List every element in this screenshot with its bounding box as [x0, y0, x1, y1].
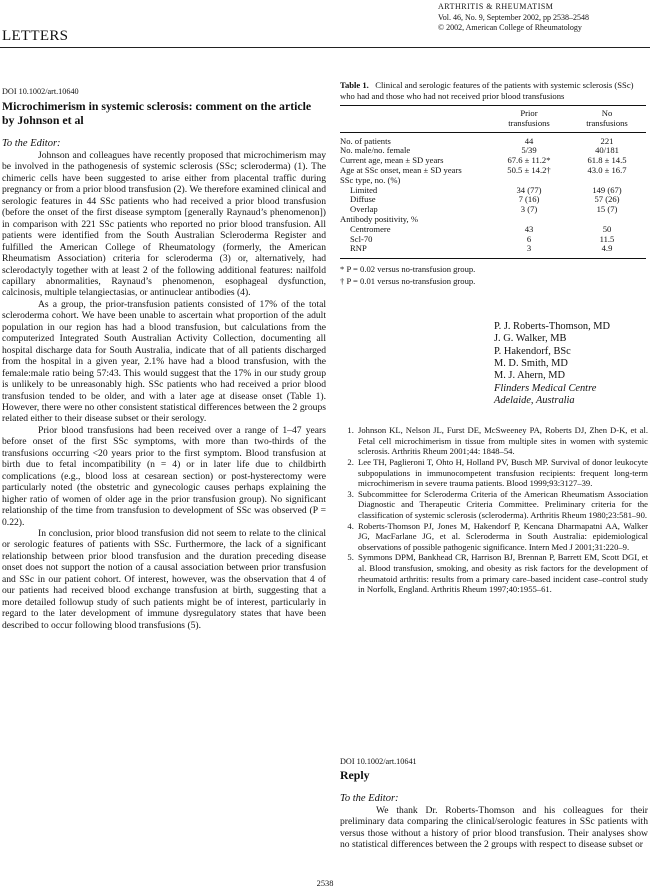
table-row-label: Scl-70	[350, 233, 373, 244]
table-notes	[340, 263, 648, 287]
header-rule	[0, 47, 650, 48]
author-name: P. J. Roberts-Thomson, MD	[494, 321, 611, 333]
reference-list	[340, 425, 648, 595]
table-cell-prior: 7 (16)	[518, 194, 540, 205]
letter-paragraph: Johnson and colleagues have recently proposed that microchimerism may be involved in the pathogenesis of systemic sclerosis (SSc; scleroderma) (1). The chimeric cells have been suggested to arise either from placental traffic during pregnancy or from a prior blood transfusion (2). We therefore examined clinical and serologic features in 44 SSc patients who had received a prior blood transfusion (before the onset of the first disease symptom [generally Raynaud’s phenomenon]) in comparison with 221 SSc patients who reported no prior blood transfusion. All patients were identified from the South Australian Scleroderma Register and fulfilled the American College of Rheumatology (formerly, the American Rheumatism Association) criteria for scleroderma (3) or, alternatively, had sclerodactyly together with at least 2 of the following additional features: nailfold capillary abnormalities, Raynaud’s phenomenon, esophageal dysfunction, calcinosis, multiple telangiectasias, or antinuclear antibodies (4).	[2, 150, 326, 299]
reference-item: 1. Johnson KL, Nelson JL, Furst DE, McSweeney PA, Roberts DJ, Zhen D-K, et al. Fetal cell microchimerism in tissue from multiple sites in women with systemic sclerosis. Arthritis Rheum 2001;44: 1848–54.	[356, 425, 648, 457]
letter-paragraph: As a group, the prior-transfusion patients consisted of 17% of the total scleroderma cohort. We have been unable to ascertain what proportion of the adult population in our region has had a blood transfusion, but calculations from the computerized Integrated South Australian Activity Collection, documenting all hospital discharge data for South Australia, indicate that of all patients discharged from the hospital in a given year, 2.1% have had a blood transfusion, with the female:male ratio being 57:43. This would suggest that the 17% in our study group is unlikely to be unreasonably high. SSc patients who had received a prior blood transfusion tended to be older, and with a later age at disease onset (Table 1). However, there were no other consistent statistical differences between the 2 groups related either to their disease subset or their serology.	[2, 298, 326, 425]
table-caption	[340, 80, 648, 102]
journal-header	[438, 2, 589, 34]
reference-item: 3. Subcommittee for Scleroderma Criteria of the American Rheumatism Association Diagnostic and Therapeutic Criteria Committee. Preliminary criteria for the classification of systemic sclerosis (scleroderma). Arthritis Rheum 1980;23:581–90.	[356, 489, 648, 521]
table-note: † P = 0.01 versus no-transfusion group.	[340, 276, 476, 287]
letter-paragraph: Prior blood transfusions had been received over a range of 1–47 years before onset of the first SSc symptoms, with more than two-thirds of the transfusions occurring <20 years prior to the first symptom. Blood transfusion at birth due to fetal incompatibility (n = 4) or in later life due to childbirth complications (e.g., blood loss at cesarean section) or post-hysterectomy were particularly noted (the obstetric and gynecologic causes perhaps explaining the higher ratio of women of older age in the prior transfusion group). No significant relationship of the time from transfusion to development of SSc was observed (P = 0.22).	[2, 424, 326, 528]
reply-block	[340, 756, 648, 851]
table-cell-prior: 34 (77)	[516, 184, 542, 195]
table-cell-prior: 43	[524, 223, 534, 234]
table-header-prior	[490, 106, 568, 133]
table-cell-prior: 3 (7)	[520, 204, 538, 215]
table-cell-none: 149 (67)	[592, 184, 622, 195]
table-cell-none: 15 (7)	[596, 204, 618, 215]
table-row-label: Antibody positivity, %	[340, 213, 418, 224]
letter-column	[2, 86, 326, 631]
letter-body	[2, 150, 326, 631]
table-row-label: Limited	[350, 184, 378, 195]
right-column	[340, 80, 648, 595]
table-cell-prior: 50.5 ± 14.2†	[507, 164, 551, 175]
table-header-none	[568, 106, 646, 133]
affiliation-line: Flinders Medical Centre	[494, 382, 597, 394]
reply-doi: DOI 10.1002/art.10641	[340, 757, 417, 766]
letter-salutation: To the Editor:	[2, 138, 61, 149]
table-cell-prior: 5/39	[521, 145, 537, 156]
table-row-label: No. of patients	[340, 135, 391, 146]
table-row-label: Age at SSc onset, mean ± SD years	[340, 164, 462, 175]
table-header-prior-line1: Prior	[520, 108, 538, 118]
table-row-label: Current age, mean ± SD years	[340, 155, 444, 166]
table-cell-none: 61.8 ± 14.5	[587, 155, 627, 166]
table-note: * P = 0.02 versus no-transfusion group.	[340, 264, 476, 275]
table-cell-none: 221	[600, 135, 614, 146]
reply-paragraph: We thank Dr. Roberts-Thomson and his colleagues for their preliminary data comparing the clinical/serologic features in SSc patients with versus those without a history of prior blood transfusion. Their analyses show no statistical differences between the 2 groups with respect to disease subset or	[340, 805, 648, 851]
reference-item: 2. Lee TH, Paglieroni T, Ohto H, Holland PV, Busch MP. Survival of donor leukocyte subpopulations in immunocompetent transfusion recipients: frequent long-term microchimerism in severe trauma patients. Blood 1999;93:3127–39.	[356, 457, 648, 489]
journal-name: ARTHRITIS & RHEUMATISM	[438, 2, 554, 11]
table-row	[340, 244, 646, 258]
table-header-blank	[340, 106, 490, 133]
table-cell-none: 43.0 ± 16.7	[587, 164, 627, 175]
table-row-label: Diffuse	[350, 194, 376, 205]
journal-copyright: © 2002, American College of Rheumatology	[438, 23, 582, 32]
table-cell-none: 4.9	[568, 244, 646, 258]
table-body	[340, 132, 646, 259]
table-row-label: No. male/no. female	[340, 145, 411, 156]
table-cell-prior: 67.6 ± 11.2*	[507, 155, 551, 166]
table-row-label: Overlap	[350, 204, 378, 215]
table-cell-prior: 6	[526, 233, 532, 244]
author-name: J. G. Walker, MB	[494, 333, 567, 345]
letter-paragraph: In conclusion, prior blood transfusion did not seem to relate to the clinical or serologic features of patients with SSc. Furthermore, the lack of a significant relationship between prior blood transfusion and the duration preceding disease onset does not support the notion of a causal association between prior transfusion and SSc in our patient cohort. Of interest, however, was the observation that 4 of our patients had received blood exchange transfusion at birth, suggesting that a more detailed followup study of such patients might be of interest, particularly in regard to the later development of immune dysregulatory states that have been described to occur following blood transfusions (5).	[2, 527, 326, 631]
reply-salutation: To the Editor:	[340, 793, 399, 804]
table-cell-none: 40/181	[595, 145, 619, 156]
table-cell-none: 57 (26)	[594, 194, 620, 205]
table-caption-text: Clinical and serologic features of the patients with systemic sclerosis (SSc) who had and those who had not received prior blood transfusions	[340, 80, 634, 101]
table-header-none-line2: transfusions	[586, 117, 628, 128]
letter-title: Microchimerism in systemic sclerosis: comment on the article by Johnson et al	[2, 99, 312, 127]
reply-body	[340, 805, 648, 851]
table-row-label: Centromere	[350, 223, 391, 234]
letter-doi: DOI 10.1002/art.10640	[2, 87, 79, 96]
reference-item: 5. Symmons DPM, Bankhead CR, Harrison BJ, Brennan P, Barrett EM, Scott DGI, et al. Blood transfusion, smoking, and obesity as risk factors for the development of rheumatoid arthritis: results from a primary care–based incident case–control study in Norfolk, England. Arthritis Rheum 1997;40:1955–61.	[356, 552, 648, 594]
table-cell-none: 11.5	[599, 233, 615, 244]
author-name: M. D. Smith, MD	[494, 358, 568, 370]
table-row-label: SSc type, no. (%)	[340, 174, 401, 185]
affiliation-line: Adelaide, Australia	[494, 394, 575, 406]
table-1	[340, 105, 646, 259]
signature-block	[494, 321, 648, 407]
table-label: Table 1.	[340, 80, 369, 90]
table-header-none-line1: No	[601, 108, 613, 118]
table-row-label: RNP	[340, 244, 490, 258]
table-row	[340, 235, 646, 245]
page-number: 2538	[316, 879, 334, 888]
table-cell-prior: 3	[490, 244, 568, 258]
author-name: M. J. Ahern, MD	[494, 370, 566, 382]
table-cell-none: 50	[602, 223, 612, 234]
table-header-prior-line2: transfusions	[508, 117, 550, 128]
table-cell-prior: 44	[524, 135, 534, 146]
section-title: LETTERS	[2, 28, 69, 44]
reply-title: Reply	[340, 768, 370, 782]
author-name: P. Hakendorf, BSc	[494, 345, 571, 357]
table-row	[340, 132, 646, 146]
reference-item: 4. Roberts-Thomson PJ, Jones M, Hakendorf P, Kencana Dharmapatni AA, Walker JG, MacFarlane JG, et al. Scleroderma in South Australia: epidemiological observations of possible pathogenic significance. Intern Med J 2001;31:220–9.	[356, 521, 648, 553]
journal-volume-line: Vol. 46, No. 9, September 2002, pp 2538–2548	[438, 12, 589, 22]
